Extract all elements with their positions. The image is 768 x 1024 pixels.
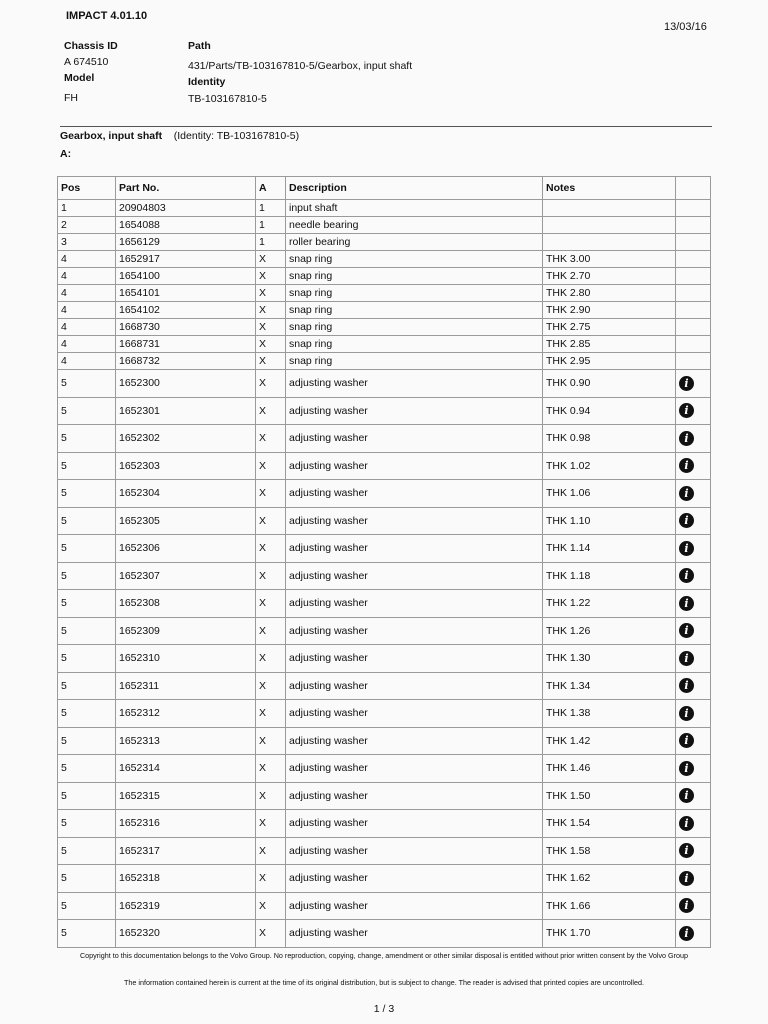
table-row — [58, 535, 711, 563]
cell-part-no: 1668731 — [116, 336, 256, 353]
cell-part-no: 1652310 — [116, 645, 256, 673]
cell-info — [676, 353, 711, 370]
model-label: Model — [64, 72, 95, 84]
cell-a: X — [256, 810, 286, 838]
cell-part-no: 1652317 — [116, 837, 256, 865]
info-icon[interactable]: i — [679, 431, 694, 446]
page-number: 1 / 3 — [373, 1003, 395, 1015]
table-row — [58, 507, 711, 535]
distribution-notice: The information contained herein is current at the time of its original distribution, but is subject to change. The reader is advised that printed copies are uncontrolled. — [123, 978, 645, 987]
cell-notes: THK 1.54 — [543, 810, 676, 838]
cell-description: adjusting washer — [286, 672, 543, 700]
cell-part-no: 1652312 — [116, 700, 256, 728]
cell-part-no: 20904803 — [116, 200, 256, 217]
cell-pos: 1 — [58, 200, 116, 217]
info-icon[interactable]: i — [679, 486, 694, 501]
cell-pos: 5 — [58, 562, 116, 590]
cell-notes — [543, 217, 676, 234]
table-row — [58, 892, 711, 920]
cell-description: input shaft — [286, 200, 543, 217]
cell-pos: 5 — [58, 397, 116, 425]
cell-notes: THK 0.94 — [543, 397, 676, 425]
col-a: A — [256, 177, 286, 200]
cell-a: X — [256, 782, 286, 810]
cell-info — [676, 645, 711, 673]
cell-info — [676, 590, 711, 618]
cell-notes: THK 2.75 — [543, 319, 676, 336]
cell-notes: THK 1.10 — [543, 507, 676, 535]
cell-description: adjusting washer — [286, 617, 543, 645]
cell-notes: THK 3.00 — [543, 251, 676, 268]
cell-description: adjusting washer — [286, 865, 543, 893]
cell-pos: 5 — [58, 700, 116, 728]
info-icon[interactable]: i — [679, 843, 694, 858]
cell-description: adjusting washer — [286, 700, 543, 728]
cell-part-no: 1654088 — [116, 217, 256, 234]
cell-part-no: 1654102 — [116, 302, 256, 319]
cell-description: adjusting washer — [286, 425, 543, 453]
info-icon[interactable]: i — [679, 513, 694, 528]
cell-pos: 5 — [58, 645, 116, 673]
cell-description: roller bearing — [286, 234, 543, 251]
cell-info — [676, 617, 711, 645]
cell-pos: 5 — [58, 507, 116, 535]
print-date: 13/03/16 — [664, 21, 707, 33]
cell-part-no: 1652309 — [116, 617, 256, 645]
cell-part-no: 1656129 — [116, 234, 256, 251]
cell-part-no: 1654101 — [116, 285, 256, 302]
cell-description: adjusting washer — [286, 562, 543, 590]
cell-notes: THK 1.42 — [543, 727, 676, 755]
cell-pos: 5 — [58, 892, 116, 920]
info-icon[interactable]: i — [679, 596, 694, 611]
cell-info — [676, 920, 711, 948]
cell-a: X — [256, 285, 286, 302]
cell-info — [676, 217, 711, 234]
cell-pos: 4 — [58, 251, 116, 268]
cell-a: X — [256, 353, 286, 370]
info-icon[interactable]: i — [679, 403, 694, 418]
section-title — [60, 130, 299, 142]
cell-description: needle bearing — [286, 217, 543, 234]
info-icon[interactable]: i — [679, 623, 694, 638]
cell-info — [676, 302, 711, 319]
cell-notes: THK 2.90 — [543, 302, 676, 319]
table-row — [58, 865, 711, 893]
info-icon[interactable]: i — [679, 871, 694, 886]
table-row — [58, 268, 711, 285]
table-row — [58, 285, 711, 302]
table-row — [58, 920, 711, 948]
cell-pos: 5 — [58, 370, 116, 398]
cell-part-no: 1652316 — [116, 810, 256, 838]
table-row — [58, 782, 711, 810]
cell-a: X — [256, 920, 286, 948]
app-version: IMPACT 4.01.10 — [66, 10, 148, 22]
table-row — [58, 425, 711, 453]
cell-notes: THK 1.06 — [543, 480, 676, 508]
table-row — [58, 302, 711, 319]
cell-a: X — [256, 397, 286, 425]
table-row — [58, 755, 711, 783]
cell-a: X — [256, 319, 286, 336]
cell-part-no: 1652319 — [116, 892, 256, 920]
info-icon[interactable]: i — [679, 706, 694, 721]
col-pos: Pos — [58, 177, 116, 200]
cell-part-no: 1668730 — [116, 319, 256, 336]
cell-part-no: 1652306 — [116, 535, 256, 563]
a-label: A: — [60, 148, 72, 160]
cell-notes: THK 0.98 — [543, 425, 676, 453]
cell-a: 1 — [256, 217, 286, 234]
cell-description: snap ring — [286, 285, 543, 302]
cell-info — [676, 452, 711, 480]
table-row — [58, 590, 711, 618]
cell-part-no: 1652301 — [116, 397, 256, 425]
cell-description: snap ring — [286, 268, 543, 285]
cell-description: adjusting washer — [286, 480, 543, 508]
col-notes: Notes — [543, 177, 676, 200]
cell-part-no: 1652318 — [116, 865, 256, 893]
cell-description: snap ring — [286, 251, 543, 268]
cell-notes: THK 1.50 — [543, 782, 676, 810]
cell-info — [676, 810, 711, 838]
table-header — [58, 177, 711, 200]
cell-pos: 4 — [58, 336, 116, 353]
cell-notes: THK 2.80 — [543, 285, 676, 302]
cell-description: adjusting washer — [286, 590, 543, 618]
col-description: Description — [286, 177, 543, 200]
info-icon[interactable]: i — [679, 816, 694, 831]
info-icon[interactable]: i — [679, 678, 694, 693]
cell-notes: THK 1.26 — [543, 617, 676, 645]
cell-a: X — [256, 268, 286, 285]
cell-pos: 5 — [58, 452, 116, 480]
cell-description: adjusting washer — [286, 920, 543, 948]
cell-info — [676, 672, 711, 700]
cell-info — [676, 865, 711, 893]
cell-pos: 5 — [58, 672, 116, 700]
cell-notes: THK 1.22 — [543, 590, 676, 618]
cell-notes: THK 1.38 — [543, 700, 676, 728]
cell-description: adjusting washer — [286, 535, 543, 563]
path-label: Path — [188, 40, 211, 52]
cell-notes: THK 1.62 — [543, 865, 676, 893]
cell-part-no: 1652311 — [116, 672, 256, 700]
cell-description: adjusting washer — [286, 755, 543, 783]
cell-description: snap ring — [286, 336, 543, 353]
cell-part-no: 1654100 — [116, 268, 256, 285]
info-icon[interactable]: i — [679, 733, 694, 748]
cell-pos: 5 — [58, 480, 116, 508]
table-row — [58, 200, 711, 217]
cell-a: X — [256, 755, 286, 783]
cell-a: X — [256, 535, 286, 563]
table-row — [58, 645, 711, 673]
cell-info — [676, 892, 711, 920]
info-icon[interactable]: i — [679, 926, 694, 941]
cell-pos: 5 — [58, 590, 116, 618]
cell-part-no: 1652300 — [116, 370, 256, 398]
cell-a: X — [256, 672, 286, 700]
identity-label: Identity — [188, 76, 226, 88]
cell-description: adjusting washer — [286, 507, 543, 535]
cell-part-no: 1668732 — [116, 353, 256, 370]
cell-info — [676, 535, 711, 563]
cell-a: 1 — [256, 200, 286, 217]
table-row — [58, 319, 711, 336]
cell-part-no: 1652303 — [116, 452, 256, 480]
cell-pos: 4 — [58, 353, 116, 370]
table-row — [58, 617, 711, 645]
cell-a: X — [256, 865, 286, 893]
table-row — [58, 217, 711, 234]
cell-description: adjusting washer — [286, 645, 543, 673]
table-row — [58, 234, 711, 251]
model-value: FH — [64, 92, 78, 104]
table-row — [58, 452, 711, 480]
table-row — [58, 397, 711, 425]
cell-a: X — [256, 645, 286, 673]
cell-description: adjusting washer — [286, 892, 543, 920]
cell-info — [676, 397, 711, 425]
table-row — [58, 353, 711, 370]
cell-info — [676, 727, 711, 755]
cell-info — [676, 425, 711, 453]
cell-a: X — [256, 251, 286, 268]
cell-part-no: 1652313 — [116, 727, 256, 755]
cell-part-no: 1652314 — [116, 755, 256, 783]
chassis-value: A 674510 — [64, 56, 109, 68]
cell-notes: THK 1.58 — [543, 837, 676, 865]
cell-info — [676, 782, 711, 810]
info-icon[interactable]: i — [679, 898, 694, 913]
cell-a: X — [256, 425, 286, 453]
cell-a: X — [256, 480, 286, 508]
cell-a: X — [256, 302, 286, 319]
table-row — [58, 562, 711, 590]
cell-description: adjusting washer — [286, 397, 543, 425]
info-icon[interactable]: i — [679, 651, 694, 666]
section-identity: (Identity: TB-103167810-5) — [173, 130, 300, 142]
info-icon[interactable]: i — [679, 458, 694, 473]
cell-part-no: 1652315 — [116, 782, 256, 810]
cell-description: snap ring — [286, 302, 543, 319]
table-row — [58, 727, 711, 755]
cell-info — [676, 200, 711, 217]
cell-a: X — [256, 590, 286, 618]
info-icon[interactable]: i — [679, 376, 694, 391]
cell-a: X — [256, 562, 286, 590]
table-row — [58, 837, 711, 865]
parts-table — [57, 176, 711, 948]
cell-info — [676, 700, 711, 728]
cell-description: snap ring — [286, 319, 543, 336]
cell-pos: 5 — [58, 810, 116, 838]
cell-pos: 4 — [58, 268, 116, 285]
cell-notes — [543, 234, 676, 251]
col-part-no: Part No. — [116, 177, 256, 200]
cell-description: adjusting washer — [286, 782, 543, 810]
cell-part-no: 1652307 — [116, 562, 256, 590]
cell-description: adjusting washer — [286, 810, 543, 838]
header-divider — [60, 126, 712, 127]
cell-pos: 4 — [58, 285, 116, 302]
cell-info — [676, 268, 711, 285]
cell-part-no: 1652320 — [116, 920, 256, 948]
cell-pos: 5 — [58, 617, 116, 645]
cell-part-no: 1652917 — [116, 251, 256, 268]
section-name: Gearbox, input shaft — [60, 130, 163, 142]
copyright-notice: Copyright to this documentation belongs to the Volvo Group. No reproduction, copying, change, amendment or other similar disposal is entitled without prior written consent by the Volvo Group — [79, 951, 689, 960]
cell-a: X — [256, 892, 286, 920]
table-row — [58, 480, 711, 508]
cell-notes: THK 1.70 — [543, 920, 676, 948]
cell-info — [676, 837, 711, 865]
cell-a: X — [256, 370, 286, 398]
cell-notes: THK 1.02 — [543, 452, 676, 480]
cell-notes: THK 1.30 — [543, 645, 676, 673]
cell-part-no: 1652305 — [116, 507, 256, 535]
cell-pos: 5 — [58, 837, 116, 865]
cell-info — [676, 336, 711, 353]
cell-part-no: 1652302 — [116, 425, 256, 453]
path-value: 431/Parts/TB-103167810-5/Gearbox, input shaft — [188, 60, 413, 72]
cell-info — [676, 319, 711, 336]
cell-a: X — [256, 336, 286, 353]
cell-info — [676, 370, 711, 398]
table-row — [58, 370, 711, 398]
cell-pos: 5 — [58, 755, 116, 783]
cell-part-no: 1652304 — [116, 480, 256, 508]
info-icon[interactable]: i — [679, 568, 694, 583]
cell-notes: THK 2.70 — [543, 268, 676, 285]
cell-notes: THK 2.85 — [543, 336, 676, 353]
cell-info — [676, 251, 711, 268]
cell-info — [676, 234, 711, 251]
info-icon[interactable]: i — [679, 761, 694, 776]
cell-info — [676, 285, 711, 302]
cell-part-no: 1652308 — [116, 590, 256, 618]
cell-pos: 5 — [58, 425, 116, 453]
cell-pos: 4 — [58, 302, 116, 319]
info-icon[interactable]: i — [679, 541, 694, 556]
table-row — [58, 251, 711, 268]
cell-description: adjusting washer — [286, 452, 543, 480]
cell-pos: 5 — [58, 727, 116, 755]
cell-pos: 5 — [58, 535, 116, 563]
cell-a: X — [256, 837, 286, 865]
cell-description: adjusting washer — [286, 370, 543, 398]
cell-description: adjusting washer — [286, 837, 543, 865]
table-row — [58, 336, 711, 353]
table-row — [58, 810, 711, 838]
cell-pos: 2 — [58, 217, 116, 234]
cell-info — [676, 755, 711, 783]
table-row — [58, 700, 711, 728]
cell-pos: 5 — [58, 782, 116, 810]
cell-a: X — [256, 700, 286, 728]
cell-notes: THK 1.14 — [543, 535, 676, 563]
cell-notes: THK 0.90 — [543, 370, 676, 398]
cell-a: X — [256, 452, 286, 480]
cell-notes: THK 1.46 — [543, 755, 676, 783]
cell-notes: THK 1.66 — [543, 892, 676, 920]
cell-pos: 3 — [58, 234, 116, 251]
cell-notes — [543, 200, 676, 217]
cell-pos: 5 — [58, 920, 116, 948]
cell-a: 1 — [256, 234, 286, 251]
table-row — [58, 672, 711, 700]
cell-notes: THK 1.34 — [543, 672, 676, 700]
identity-value: TB-103167810-5 — [188, 93, 267, 105]
cell-pos: 4 — [58, 319, 116, 336]
cell-notes: THK 1.18 — [543, 562, 676, 590]
cell-info — [676, 480, 711, 508]
cell-info — [676, 562, 711, 590]
cell-info — [676, 507, 711, 535]
cell-description: adjusting washer — [286, 727, 543, 755]
cell-a: X — [256, 617, 286, 645]
info-icon[interactable]: i — [679, 788, 694, 803]
cell-a: X — [256, 507, 286, 535]
col-info — [676, 177, 711, 200]
cell-description: snap ring — [286, 353, 543, 370]
cell-pos: 5 — [58, 865, 116, 893]
cell-notes: THK 2.95 — [543, 353, 676, 370]
cell-a: X — [256, 727, 286, 755]
chassis-label: Chassis ID — [64, 40, 118, 52]
